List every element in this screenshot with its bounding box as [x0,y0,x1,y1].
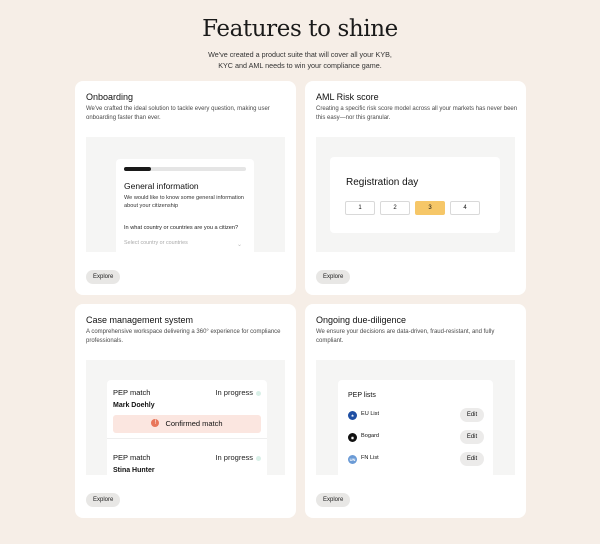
un-logo-icon: UN [349,457,356,462]
onboarding-form [116,159,254,252]
pep-list-label: FN List [361,455,379,461]
aml-preview [316,137,515,252]
hero [0,0,600,71]
explore-button[interactable]: Explore [316,493,350,507]
confirmed-match-badge [113,415,261,433]
registration-day-panel [330,157,500,233]
case-list [107,380,267,475]
case-preview [86,360,285,475]
subtitle-line-2: KYC and AML needs to win your compliance game. [218,61,382,70]
card-title: Case management system [86,315,194,325]
ongoing-preview [316,360,515,475]
case-person-name: Mark Doehly [113,402,155,409]
country-select[interactable] [124,240,246,252]
pep-list-label: EU List [361,411,380,417]
aml-card [305,81,526,295]
divider [107,438,267,439]
status-dot-icon [256,456,261,461]
page-subtitle [0,49,600,71]
bogard-logo-icon: ◉ [348,433,357,442]
edit-button[interactable]: Edit [460,452,484,466]
card-description: Creating a specific risk score model across all your markets has never been this easy—nor this granular. [316,106,518,121]
case-management-card [75,304,296,518]
form-text: We would like to know some general information about your citizenship [124,195,244,209]
status-text: In progress [215,388,253,397]
card-title: Ongoing due-diligence [316,315,407,325]
card-description: A comprehensive workspace delivering a 360° experience for compliance professionals. [86,329,281,344]
onboarding-card [75,81,296,295]
score-options [345,201,480,215]
pep-lists-title: PEP lists [348,392,376,399]
form-question: In what country or countries are you a citizen? [124,225,239,231]
form-title: General information [124,181,199,191]
pep-lists-panel [338,380,493,475]
case-label: PEP match [113,453,151,462]
case-item[interactable] [113,453,261,462]
card-title: AML Risk score [316,92,379,102]
pep-list-label: Bogard [361,433,380,439]
explore-button[interactable]: Explore [316,270,350,284]
pep-list-item [348,430,484,444]
progress-bar [124,167,246,171]
registration-day-title: Registration day [346,177,419,188]
chevron-down-icon: ⌄ [236,242,242,248]
explore-button[interactable]: Explore [86,270,120,284]
pep-list-item [348,408,484,422]
score-option-4[interactable]: 4 [450,201,480,215]
status-badge [215,453,261,462]
confirmed-match-label: Confirmed match [165,419,223,428]
score-option-1[interactable]: 1 [345,201,375,215]
case-label: PEP match [113,388,151,397]
card-description: We ensure your decisions are data-driven, fraud-resistant, and fully compliant. [316,329,495,344]
alert-icon: ! [151,419,159,427]
status-text: In progress [215,453,253,462]
subtitle-line-1: We've created a product suite that will cover all your KYB, [208,50,392,59]
country-select-placeholder: Select country or countries [124,240,188,246]
edit-button[interactable]: Edit [460,408,484,422]
eu-flag-icon: ★ [348,411,357,420]
score-option-3[interactable]: 3 [415,201,445,215]
edit-button[interactable]: Edit [460,430,484,444]
score-option-2[interactable]: 2 [380,201,410,215]
status-dot-icon [256,391,261,396]
card-title: Onboarding [86,92,134,102]
case-person-name: Stina Hunter [113,467,155,474]
explore-button[interactable]: Explore [86,493,120,507]
onboarding-preview [86,137,285,252]
case-item[interactable] [113,388,261,397]
page-title: Features to shine [202,16,398,42]
status-badge [215,388,261,397]
pep-list-item [348,452,484,466]
ongoing-due-diligence-card [305,304,526,518]
progress-bar-fill [124,167,151,171]
card-description: We've crafted the ideal solution to tackle every question, making user onboarding faster than ever. [86,106,270,121]
